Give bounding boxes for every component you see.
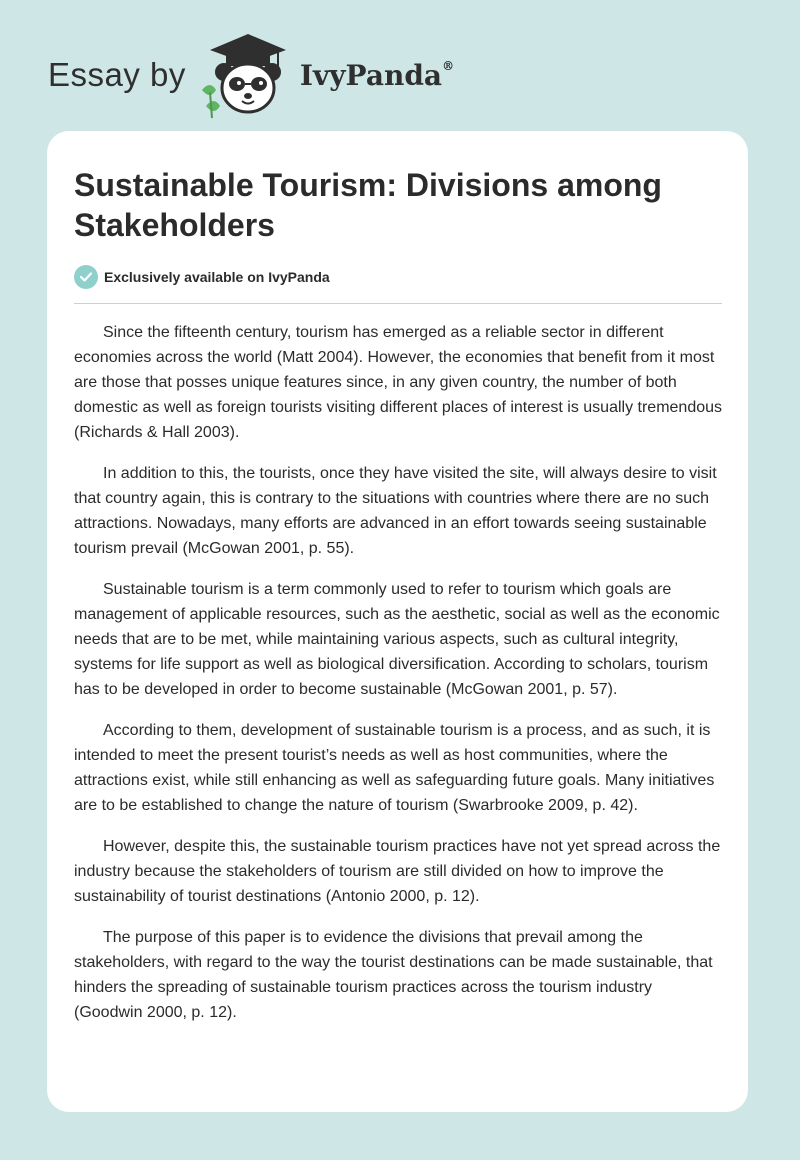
brand-text: IvyPanda bbox=[299, 58, 443, 92]
paragraph: In addition to this, the tourists, once they have visited the site, will always desire to visit that country again, this is contrary to the situations with countries where there are no such attractions. Nowadays, many efforts are advanced in an effort towards seeing sustainable tourism prevail (McGowan 2001, p. 55). bbox=[74, 465, 717, 557]
paragraph: Sustainable tourism is a term commonly used to refer to tourism which goals are management of applicable resources, such as the aesthetic, social as well as the economic needs that are to be met, while maintaining various aspects, such as cultural integrity, systems for life support as well as biological diversification. According to scholars, tourism has to be developed in order to become sustainable (McGowan 2001, p. 57). bbox=[74, 581, 720, 698]
essay-body bbox=[74, 320, 724, 1041]
paragraph: The purpose of this paper is to evidence the divisions that prevail among the stakeholders, with regard to the way the tourist destinations can be made sustainable, that hinders the spreading of sustainable tourism practices across the tourism industry (Goodwin 2000, p. 12). bbox=[74, 929, 713, 1021]
paragraph: However, despite this, the sustainable tourism practices have not yet spread across the industry because the stakeholders of tourism are still divided on how to improve the sustainability of tourist destinations (Antonio 2000, p. 12). bbox=[74, 838, 721, 905]
essay-by-label: Essay by bbox=[48, 56, 186, 93]
divider bbox=[74, 303, 722, 304]
paragraph: According to them, development of sustainable tourism is a process, and as such, it is intended to meet the present tourist’s needs as well as host communities, where the attractions exist, while still enhancing as well as safeguarding future goals. Many initiatives are to be established to change the nature of tourism (Swarbrooke 2009, p. 42). bbox=[74, 722, 715, 814]
check-icon bbox=[74, 265, 98, 289]
essay-card bbox=[47, 131, 748, 1112]
paragraph: Since the fifteenth century, tourism has emerged as a reliable sector in different economies across the world (Matt 2004). However, the economies that benefit from it most are those that posses unique features since, in any given country, the number of both domestic as well as foreign tourists visiting different places of interest is usually tremendous (Richards & Hall 2003). bbox=[74, 324, 723, 441]
brand-name[interactable] bbox=[300, 59, 454, 92]
panda-graduate-logo-icon[interactable] bbox=[196, 30, 296, 120]
page-title: Sustainable Tourism: Divisions among Stakeholders bbox=[74, 167, 662, 243]
registered-mark: ® bbox=[442, 58, 455, 73]
exclusive-badge bbox=[74, 265, 330, 289]
exclusive-label: Exclusively available on IvyPanda bbox=[104, 269, 330, 285]
site-header bbox=[48, 30, 454, 120]
